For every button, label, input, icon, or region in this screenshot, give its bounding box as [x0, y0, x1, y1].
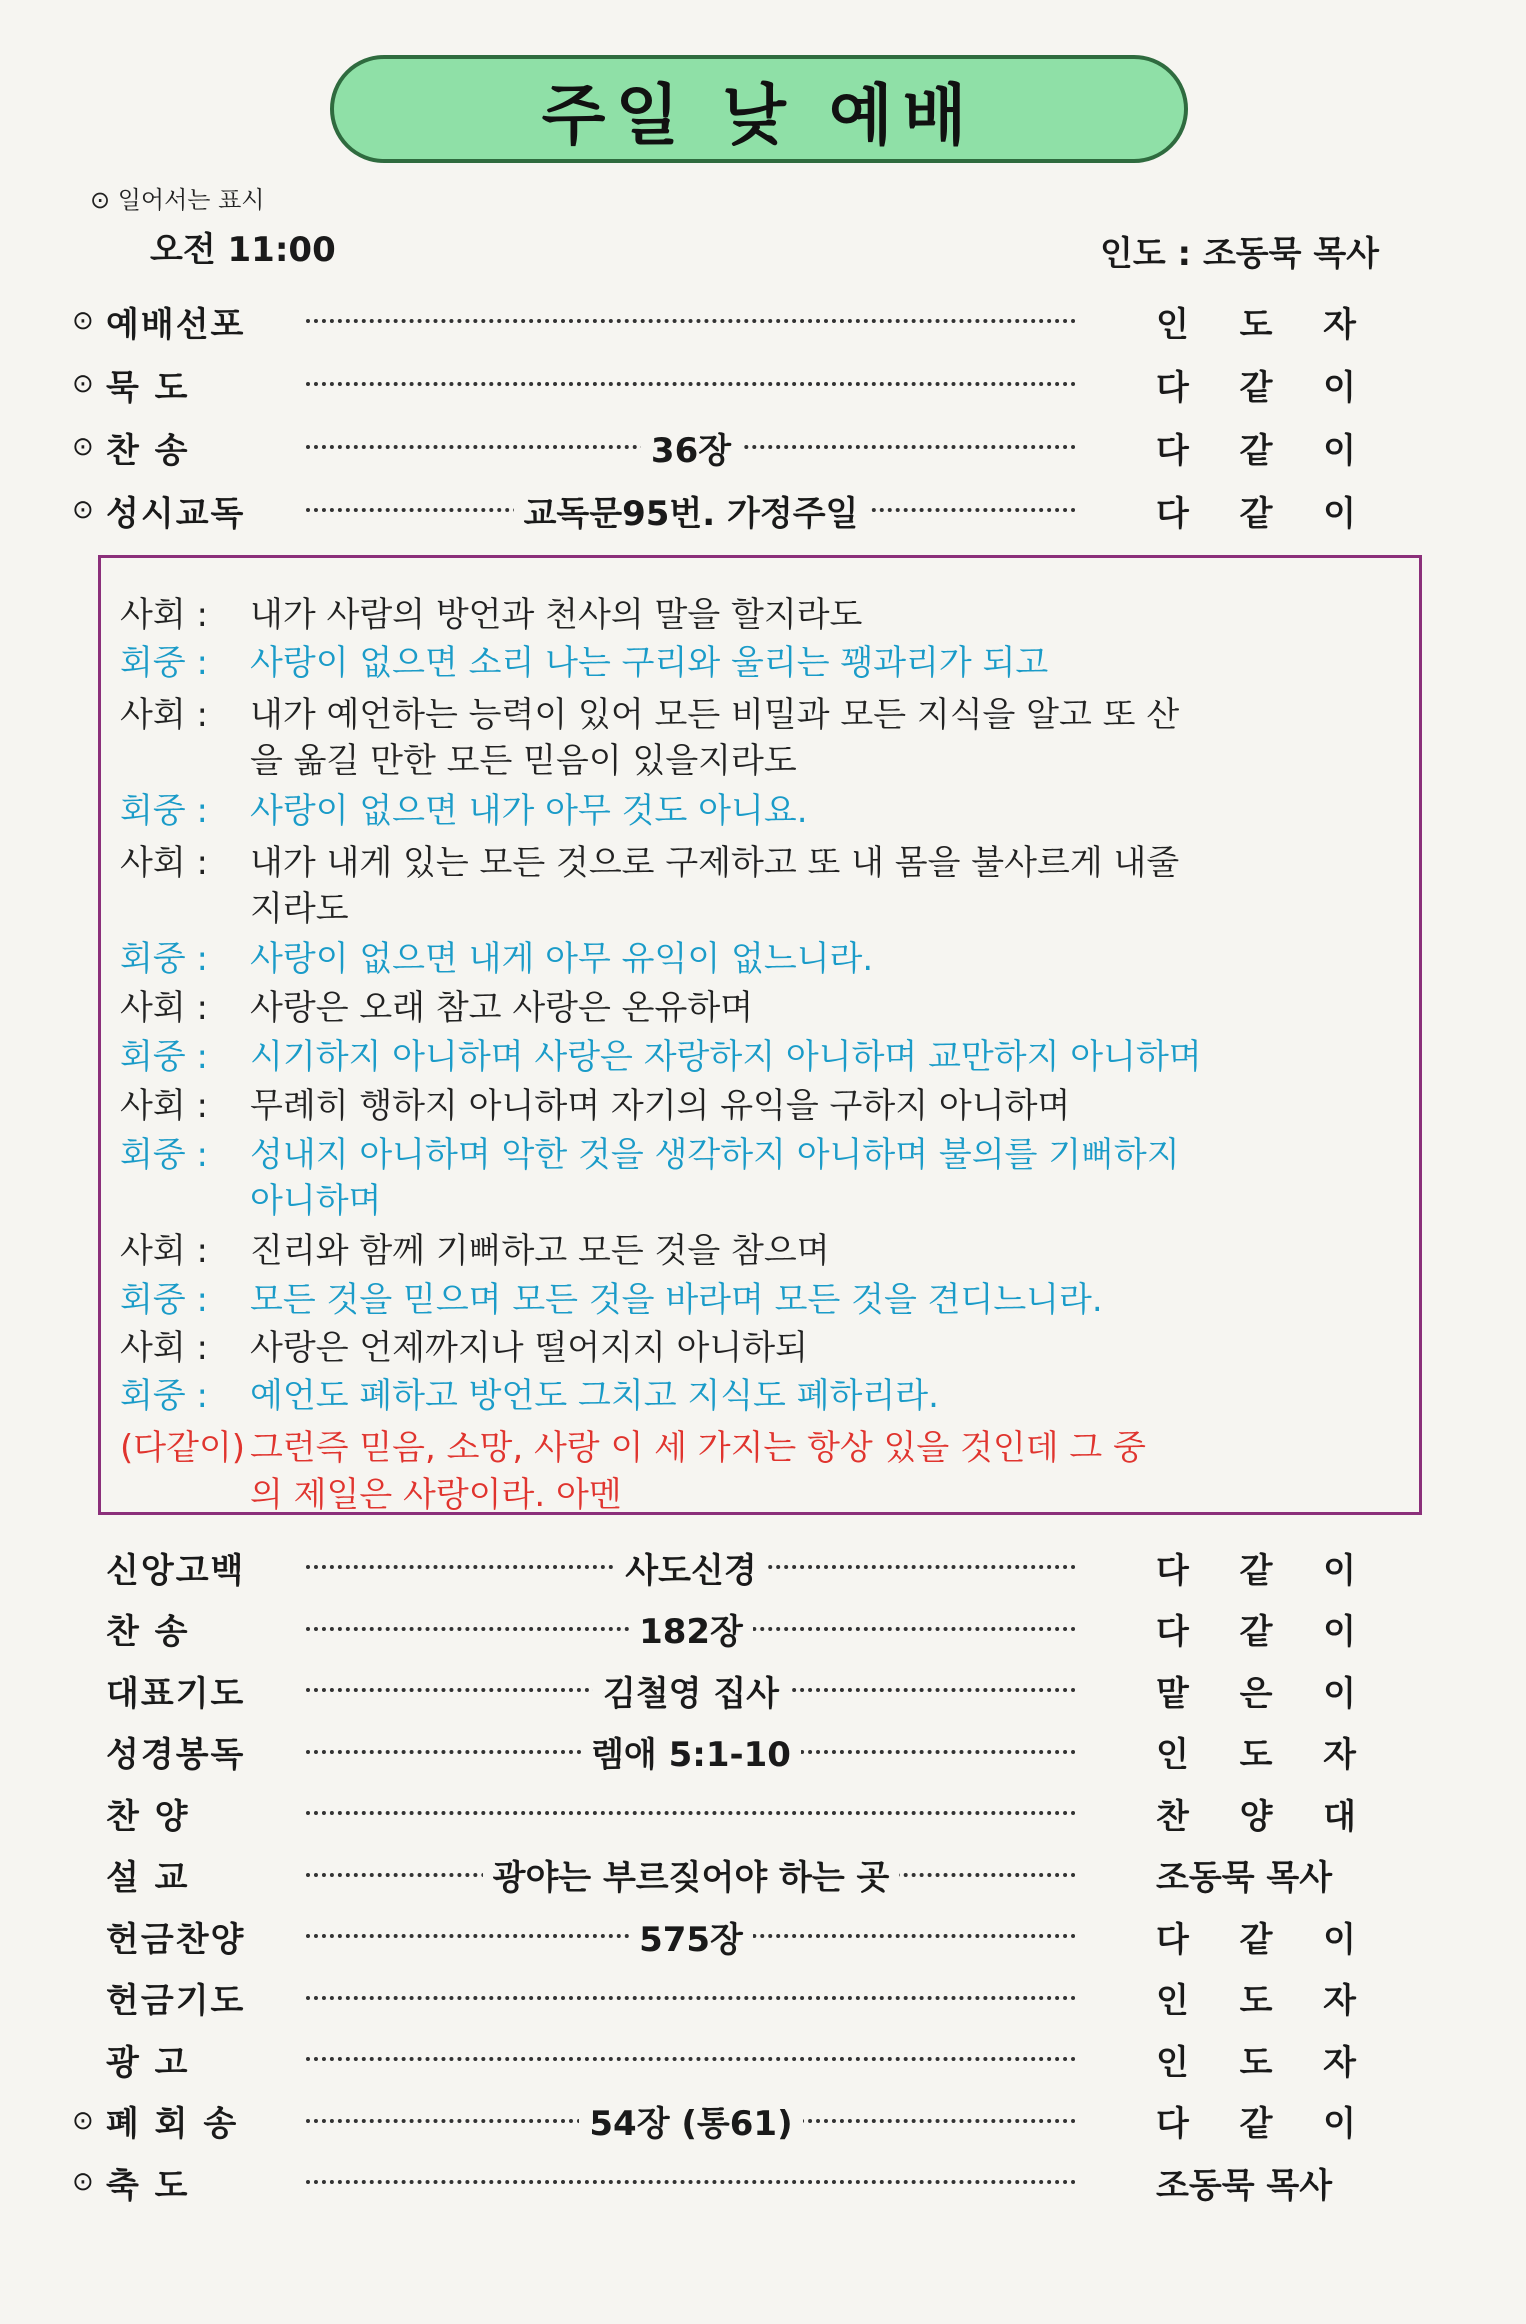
performer-char: 같: [1239, 367, 1273, 408]
reading-text-cont: 아니하며: [250, 1181, 382, 1221]
order-item-performer: [1156, 360, 1356, 409]
order-item: [72, 1846, 1356, 1904]
order-item-name: 찬 양: [106, 1796, 190, 1837]
reading-line: [120, 692, 1179, 738]
performer-char: 도: [1239, 1981, 1273, 2021]
order-item-detail: 광야는 부르짖어야 하는 곳: [483, 1850, 900, 1899]
order-item: [72, 1538, 1356, 1596]
page-title: 주일 낮 예배: [541, 76, 977, 154]
performer-char: 다: [1156, 430, 1189, 471]
dot-leader: [306, 2096, 1076, 2145]
performer-char: 도: [1239, 304, 1273, 345]
performer-char: 같: [1239, 430, 1273, 471]
order-item-performer: [1156, 423, 1356, 472]
reading-speaker: 회중 :: [120, 791, 208, 831]
performer-char: 자: [1323, 1735, 1356, 1775]
reading-speaker: 회중 :: [120, 1280, 208, 1320]
order-item-performer: [1156, 1912, 1356, 1961]
reading-text-cont: 을 옮길 만한 모든 믿음이 있을지라도: [250, 741, 797, 781]
reading-line: [120, 1132, 1180, 1178]
service-leader: 인도 : 조동묵 목사: [1100, 234, 1380, 274]
order-item-detail: 사도신경: [615, 1543, 766, 1592]
order-item: [72, 355, 1356, 413]
reading-line: [120, 1425, 1146, 1471]
reading-line: [120, 788, 808, 834]
order-item: [72, 2153, 1356, 2211]
order-item: [72, 2030, 1356, 2088]
performer-char: 인: [1156, 304, 1189, 345]
reading-speaker: 사회 :: [120, 595, 208, 635]
reading-speaker: 사회 :: [120, 1328, 208, 1368]
order-item-detail: 교독문95번. 가정주일: [514, 486, 869, 535]
order-item-name: 찬 송: [106, 430, 190, 471]
performer-char: 찬: [1156, 1796, 1189, 1837]
order-item-performer: [1156, 1727, 1356, 1776]
performer-char: 이: [1323, 493, 1356, 534]
performer-char: 같: [1239, 1612, 1273, 1652]
performer-char: 같: [1239, 2104, 1273, 2144]
dot-leader: [306, 1850, 1076, 1899]
reading-text: 사랑은 오래 참고 사랑은 온유하며: [250, 988, 754, 1028]
reading-text: 내가 사람의 방언과 천사의 말을 할지라도: [250, 595, 863, 635]
performer-char: 이: [1323, 1919, 1356, 1960]
dot-line: [306, 1811, 1076, 1815]
order-item: [72, 2092, 1356, 2150]
performer-char: 이: [1323, 430, 1356, 471]
dot-line: [306, 319, 1076, 323]
dot-leader: [306, 1727, 1076, 1776]
order-item-performer: [1156, 1604, 1356, 1653]
order-item: [72, 1600, 1356, 1658]
stand-mark: ⊙: [72, 306, 94, 336]
reading-text: 성내지 아니하며 악한 것을 생각하지 아니하며 불의를 기뻐하지: [250, 1135, 1180, 1175]
order-item-name: 헌금찬양: [106, 1919, 246, 1960]
stand-mark: ⊙: [72, 2105, 94, 2136]
order-item-detail: 182장: [629, 1604, 753, 1653]
reading-text: 진리와 함께 기뻐하고 모든 것을 참으며: [250, 1231, 830, 1271]
reading-line: [120, 985, 753, 1031]
order-item-name: 예배선포: [106, 304, 246, 345]
order-item: [72, 292, 1356, 350]
dot-leader: [306, 1604, 1076, 1653]
title-banner: [330, 55, 1188, 163]
dot-leader: [306, 1912, 1076, 1961]
performer-char: 자: [1323, 2042, 1356, 2083]
reading-text: 그런즉 믿음, 소망, 사랑 이 세 가지는 항상 있을 것인데 그 중: [250, 1428, 1146, 1468]
reading-text: 모든 것을 믿으며 모든 것을 바라며 모든 것을 견디느니라.: [250, 1280, 1103, 1320]
order-item: [72, 1969, 1356, 2027]
order-item-performer: [1156, 1850, 1356, 1899]
dot-line: [306, 1996, 1076, 2000]
performer-char: 같: [1239, 1550, 1273, 1591]
order-item-name: 축 도: [106, 2165, 190, 2206]
reading-speaker: 회중 :: [120, 1376, 208, 1416]
performer-char: 대: [1323, 1796, 1356, 1837]
order-item-detail: 렘애 5:1-10: [581, 1727, 801, 1776]
performer-char: 다: [1156, 1550, 1189, 1591]
performer-char: 조동묵 목사: [1156, 2165, 1333, 2206]
order-item-detail: 김철영 집사: [593, 1666, 789, 1715]
reading-line: [120, 1325, 808, 1371]
reading-text-cont: 의 제일은 사랑이라. 아멘: [250, 1475, 622, 1515]
order-item-name: 묵 도: [106, 367, 190, 408]
order-item-name: 헌금기도: [106, 1981, 246, 2021]
performer-char: 도: [1239, 2042, 1273, 2083]
reading-text: 사랑이 없으면 내게 아무 유익이 없느니라.: [250, 939, 874, 979]
reading-speaker: (다같이): [120, 1428, 246, 1468]
performer-char: 자: [1323, 1981, 1356, 2021]
performer-char: 다: [1156, 367, 1189, 408]
performer-char: 조동묵 목사: [1156, 1858, 1333, 1898]
order-item-name: 찬 송: [106, 1612, 190, 1652]
performer-char: 다: [1156, 1612, 1189, 1652]
performer-char: 이: [1323, 1673, 1356, 1714]
performer-char: 양: [1239, 1796, 1273, 1837]
order-item-name: 설 교: [106, 1858, 190, 1898]
order-item-name: 대표기도: [106, 1673, 246, 1714]
reading-speaker: 사회 :: [120, 1231, 208, 1271]
order-item-name: 광 고: [106, 2042, 190, 2083]
reading-speaker: 사회 :: [120, 843, 208, 883]
order-item-performer: [1156, 2158, 1356, 2207]
performer-char: 이: [1323, 1550, 1356, 1591]
order-item-performer: [1156, 2096, 1356, 2145]
order-item-name: 성경봉독: [106, 1735, 246, 1775]
performer-char: 같: [1239, 493, 1273, 534]
performer-char: 은: [1239, 1673, 1273, 1714]
reading-speaker: 사회 :: [120, 988, 208, 1028]
reading-line: [120, 1083, 1070, 1129]
performer-char: 이: [1323, 1612, 1356, 1652]
reading-line: [120, 1034, 1202, 1080]
reading-line: [120, 592, 862, 638]
performer-char: 다: [1156, 1919, 1189, 1960]
dot-leader: [306, 1666, 1076, 1715]
reading-speaker: 사회 :: [120, 1086, 208, 1126]
reading-text: 내가 내게 있는 모든 것으로 구제하고 또 내 몸을 불사르게 내줄: [250, 843, 1180, 883]
performer-char: 자: [1323, 304, 1356, 345]
order-item-performer: [1156, 1666, 1356, 1715]
order-item-name: 폐 회 송: [106, 2104, 239, 2144]
performer-char: 인: [1156, 2042, 1189, 2083]
reading-text: 사랑이 없으면 내가 아무 것도 아니요.: [250, 791, 808, 831]
service-time: 오전 11:00: [150, 230, 336, 270]
reading-speaker: 회중 :: [120, 643, 208, 683]
order-item-name: 성시교독: [106, 493, 246, 534]
performer-char: 이: [1323, 367, 1356, 408]
performer-char: 인: [1156, 1981, 1189, 2021]
reading-text: 사랑은 언제까지나 떨어지지 아니하되: [250, 1328, 808, 1368]
order-item: [72, 1907, 1356, 1965]
stand-mark: ⊙: [72, 369, 94, 399]
order-item: [72, 481, 1356, 539]
dot-line: [306, 382, 1076, 386]
reading-line: [120, 840, 1179, 886]
order-item: [72, 1784, 1356, 1842]
order-item-performer: [1156, 2035, 1356, 2084]
performer-char: 도: [1239, 1735, 1273, 1775]
stand-note: ⊙ 일어서는 표시: [90, 186, 265, 214]
dot-line: [306, 2180, 1076, 2184]
order-item-detail: 575장: [629, 1912, 753, 1961]
stand-mark: ⊙: [72, 432, 94, 462]
order-item-performer: [1156, 297, 1356, 346]
order-item: [72, 1723, 1356, 1781]
stand-mark: ⊙: [72, 2167, 94, 2197]
order-item: [72, 418, 1356, 476]
reading-speaker: 회중 :: [120, 1135, 208, 1175]
performer-char: 이: [1323, 2104, 1356, 2144]
reading-text: 내가 예언하는 능력이 있어 모든 비밀과 모든 지식을 알고 또 산: [250, 695, 1180, 735]
reading-text: 시기하지 아니하며 사랑은 자랑하지 아니하며 교만하지 아니하며: [250, 1037, 1202, 1077]
order-item-performer: [1156, 1543, 1356, 1592]
stand-mark: ⊙: [72, 495, 94, 525]
order-item: [72, 1661, 1356, 1719]
order-item-performer: [1156, 1973, 1356, 2022]
order-item-performer: [1156, 1789, 1356, 1838]
performer-char: 맡: [1156, 1673, 1189, 1714]
performer-char: 같: [1239, 1919, 1273, 1960]
performer-char: 다: [1156, 493, 1189, 534]
reading-line: [120, 936, 873, 982]
dot-leader: [306, 1543, 1076, 1592]
reading-line: [120, 1277, 1103, 1323]
reading-speaker: 회중 :: [120, 1037, 208, 1077]
reading-line: [120, 640, 1048, 686]
performer-char: 다: [1156, 2104, 1189, 2144]
reading-speaker: 사회 :: [120, 695, 208, 735]
reading-text: 예언도 폐하고 방언도 그치고 지식도 폐하리라.: [250, 1376, 939, 1416]
order-item-name: 신앙고백: [106, 1550, 246, 1591]
performer-char: 인: [1156, 1735, 1189, 1775]
order-item-detail: 36장: [641, 423, 741, 472]
reading-text: 사랑이 없으면 소리 나는 구리와 울리는 꽹과리가 되고: [250, 643, 1049, 683]
reading-speaker: 회중 :: [120, 939, 208, 979]
reading-line: [120, 1228, 830, 1274]
dot-leader: [306, 423, 1076, 472]
order-item-performer: [1156, 486, 1356, 535]
reading-text: 무례히 행하지 아니하며 자기의 유익을 구하지 아니하며: [250, 1086, 1071, 1126]
order-item-detail: 54장 (통61): [579, 2096, 802, 2145]
dot-line: [306, 2057, 1076, 2061]
reading-line: [120, 1373, 939, 1419]
reading-text-cont: 지라도: [250, 889, 349, 929]
dot-leader: [306, 486, 1076, 535]
